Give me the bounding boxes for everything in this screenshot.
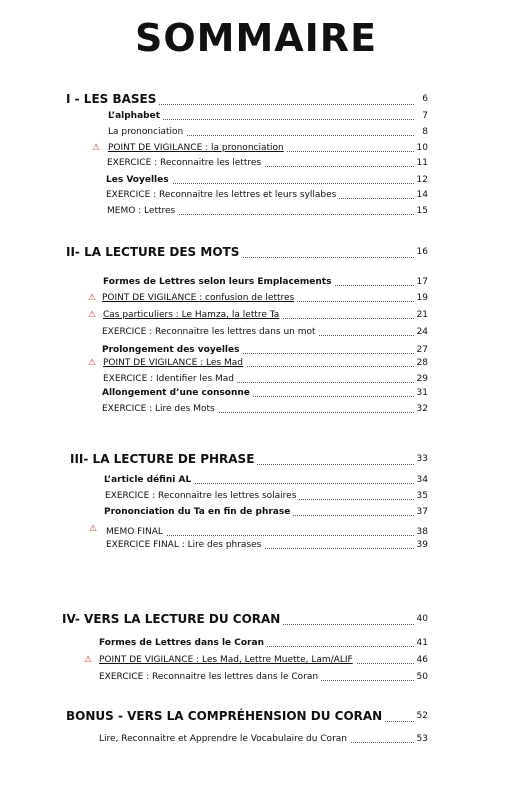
page-title: SOMMAIRE xyxy=(134,16,378,60)
toc-label: EXERCICE : Reconnaitre les lettres dans un mot xyxy=(102,326,319,338)
warning-icon: ⚠ xyxy=(84,655,93,665)
warning-icon: ⚠ xyxy=(92,143,101,153)
toc-label: MEMO : Lettres xyxy=(107,205,178,217)
toc-page: 29 xyxy=(416,374,428,384)
toc-section[interactable] xyxy=(66,92,428,107)
toc-label: POINT DE VIGILANCE : Les Mad xyxy=(103,357,246,369)
toc-page: 6 xyxy=(422,94,428,104)
toc-label: Cas particuliers : Le Hamza, la lettre Ta xyxy=(103,309,282,321)
toc-entry[interactable] xyxy=(103,373,428,385)
toc-page: 52 xyxy=(416,711,428,721)
toc-page: 41 xyxy=(416,638,428,648)
toc-label: I - LES BASES xyxy=(66,92,159,107)
toc-label: L’article défini AL xyxy=(104,474,194,486)
toc-entry[interactable] xyxy=(99,654,428,666)
toc-entry[interactable] xyxy=(103,276,428,288)
toc-entry[interactable] xyxy=(103,357,428,369)
toc-label: POINT DE VIGILANCE : Les Mad, Lettre Muette, Lam/ALIF xyxy=(99,654,356,666)
warning-icon: ⚠ xyxy=(88,358,97,368)
toc-section[interactable] xyxy=(66,709,428,724)
toc-section[interactable] xyxy=(70,452,428,467)
toc-page: 31 xyxy=(416,388,428,398)
toc-label: EXERCICE : Reconnaitre les lettres xyxy=(107,157,264,169)
toc-entry[interactable] xyxy=(105,490,428,502)
toc-label: IV- VERS LA LECTURE DU CORAN xyxy=(62,612,283,627)
toc-page: 10 xyxy=(416,143,428,153)
toc-label: La prononciation xyxy=(108,126,186,138)
toc-page: 46 xyxy=(416,655,428,665)
warning-icon: ⚠ xyxy=(88,293,97,303)
toc-entry[interactable] xyxy=(102,387,428,399)
toc-entry[interactable] xyxy=(108,110,428,122)
toc-section[interactable] xyxy=(66,245,428,260)
toc-page: 37 xyxy=(416,507,428,517)
toc-label: EXERCICE : Identifier les Mad xyxy=(103,373,237,385)
toc-page: 24 xyxy=(416,327,428,337)
toc-page: 38 xyxy=(416,527,428,537)
toc-entry[interactable] xyxy=(108,126,428,138)
toc-page: 53 xyxy=(416,734,428,744)
toc-page: 27 xyxy=(416,345,428,355)
toc-label: EXERCICE FINAL : Lire des phrases xyxy=(106,539,264,551)
toc-label: Les Voyelles xyxy=(106,174,172,186)
toc-label: POINT DE VIGILANCE : la prononciation xyxy=(108,142,287,154)
toc-label: EXERCICE : Lire des Mots xyxy=(102,403,218,415)
toc-label: L’alphabet xyxy=(108,110,163,122)
toc-entry[interactable] xyxy=(102,292,428,304)
toc-page: 50 xyxy=(416,672,428,682)
toc-label: Allongement d’une consonne xyxy=(102,387,253,399)
toc-page: 12 xyxy=(416,175,428,185)
toc-entry[interactable] xyxy=(102,344,428,356)
toc-entry[interactable] xyxy=(99,671,428,683)
toc-page: 34 xyxy=(416,475,428,485)
toc-label: III- LA LECTURE DE PHRASE xyxy=(70,452,257,467)
toc-label: EXERCICE : Reconnaitre les lettres dans le Coran xyxy=(99,671,321,683)
toc-page: 14 xyxy=(416,190,428,200)
toc-page: 7 xyxy=(422,111,428,121)
toc-entry[interactable] xyxy=(103,309,428,321)
toc-label: Formes de Lettres selon leurs Emplacements xyxy=(103,276,334,288)
toc-entry[interactable] xyxy=(107,205,428,217)
toc-label: BONUS - VERS LA COMPRÉHENSION DU CORAN xyxy=(66,709,385,724)
toc-entry[interactable] xyxy=(102,403,428,415)
toc-page: 39 xyxy=(416,540,428,550)
toc-label: POINT DE VIGILANCE : confusion de lettres xyxy=(102,292,297,304)
toc-entry[interactable] xyxy=(106,174,428,186)
toc-entry[interactable] xyxy=(107,157,428,169)
toc-page: 35 xyxy=(416,491,428,501)
toc-entry[interactable] xyxy=(106,526,428,538)
toc-entry[interactable] xyxy=(104,506,428,518)
toc-page: 15 xyxy=(416,206,428,216)
toc-label: Lire, Reconnaitre et Apprendre le Vocabulaire du Coran xyxy=(99,733,350,745)
toc-page: 17 xyxy=(416,277,428,287)
toc-entry[interactable] xyxy=(104,474,428,486)
toc-label: Prolongement des voyelles xyxy=(102,344,242,356)
toc-entry[interactable] xyxy=(99,733,428,745)
toc-label: Prononciation du Ta en fin de phrase xyxy=(104,506,293,518)
warning-icon: ⚠ xyxy=(89,524,98,534)
toc-section[interactable] xyxy=(62,612,428,627)
toc-entry[interactable] xyxy=(108,142,428,154)
toc-page: 40 xyxy=(416,614,428,624)
toc-page: 11 xyxy=(416,158,428,168)
toc-page: 32 xyxy=(416,404,428,414)
toc-label: Formes de Lettres dans le Coran xyxy=(99,637,267,649)
toc-page: 33 xyxy=(416,454,428,464)
warning-icon: ⚠ xyxy=(88,310,97,320)
toc-label: MEMO FINAL xyxy=(106,526,166,538)
toc-page: 16 xyxy=(416,247,428,257)
toc-entry[interactable] xyxy=(99,637,428,649)
toc-label: II- LA LECTURE DES MOTS xyxy=(66,245,242,260)
toc-page: 21 xyxy=(416,310,428,320)
toc-page: 28 xyxy=(416,358,428,368)
toc-entry[interactable] xyxy=(106,539,428,551)
toc-label: EXERCICE : Reconnaitre les lettres et leurs syllabes xyxy=(106,189,339,201)
toc-label: EXERCICE : Reconnaitre les lettres solaires xyxy=(105,490,299,502)
toc-page: 8 xyxy=(422,127,428,137)
toc-entry[interactable] xyxy=(106,189,428,201)
toc-entry[interactable] xyxy=(102,326,428,338)
toc-page: 19 xyxy=(416,293,428,303)
